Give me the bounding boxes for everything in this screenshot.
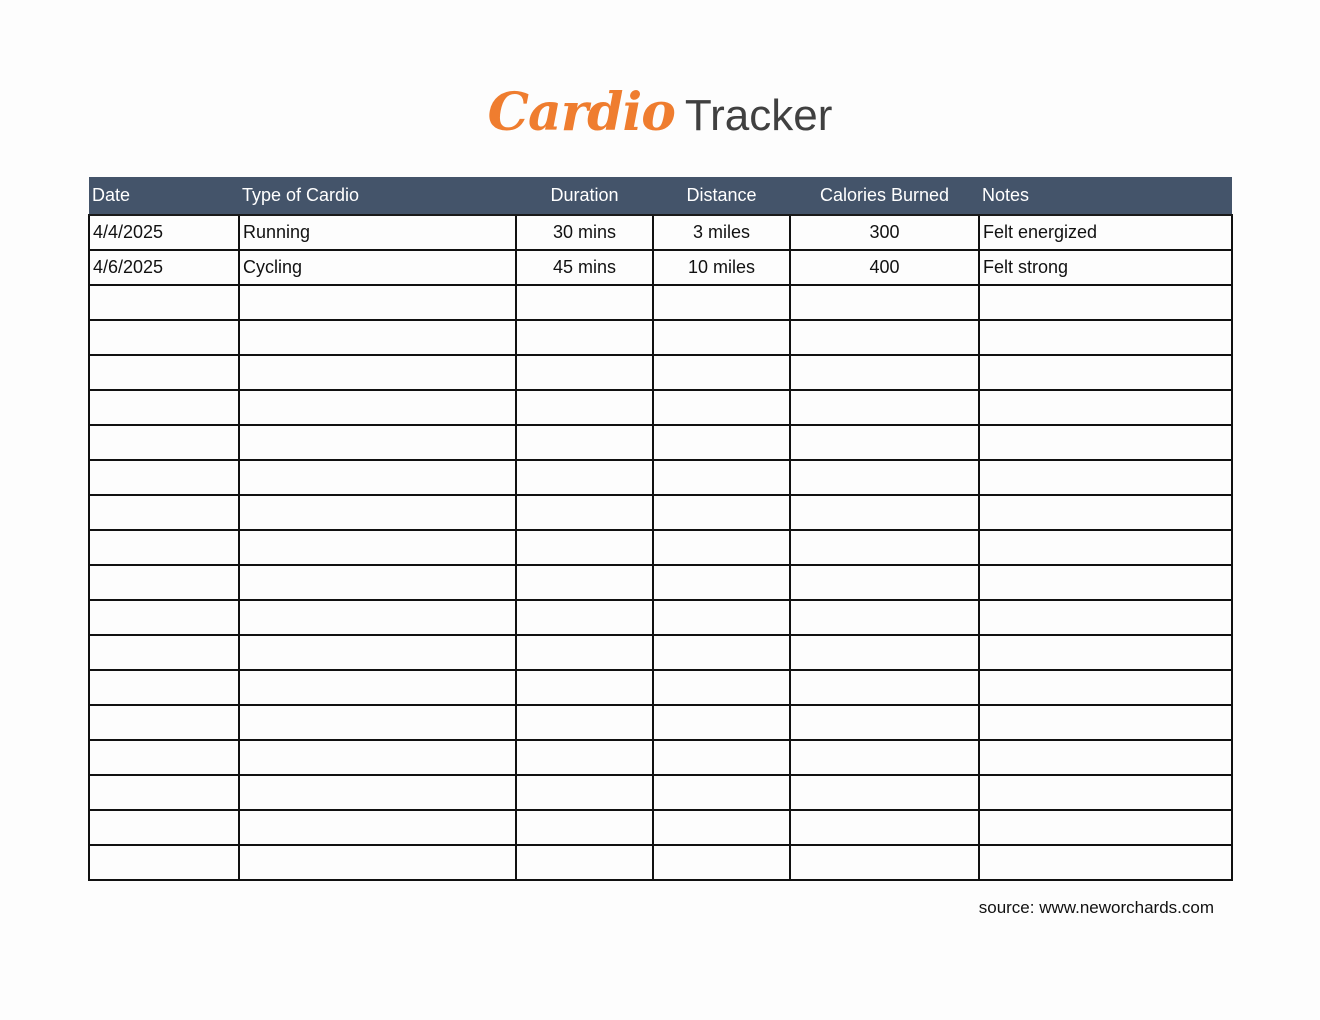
cell-calories[interactable] (790, 740, 979, 775)
cell-notes[interactable] (979, 600, 1232, 635)
cell-date[interactable] (89, 705, 239, 740)
cell-type[interactable] (239, 355, 516, 390)
table-body (89, 215, 1232, 880)
cell-date[interactable] (89, 320, 239, 355)
cell-duration[interactable] (516, 320, 653, 355)
header-calories-burned: Calories Burned (790, 177, 979, 215)
cell-notes[interactable] (979, 705, 1232, 740)
cell-notes[interactable] (979, 355, 1232, 390)
table-row (89, 495, 1232, 530)
cell-distance[interactable]: 10 miles (653, 250, 790, 285)
title-script-word: Cardio (487, 82, 675, 143)
table-row (89, 355, 1232, 390)
cell-calories[interactable]: 300 (790, 215, 979, 250)
table-row (89, 460, 1232, 495)
cell-calories[interactable] (790, 635, 979, 670)
cell-notes[interactable] (979, 740, 1232, 775)
cell-type[interactable] (239, 390, 516, 425)
cell-calories[interactable] (790, 285, 979, 320)
cell-notes[interactable] (979, 670, 1232, 705)
cell-distance[interactable] (653, 425, 790, 460)
cell-type[interactable] (239, 740, 516, 775)
cell-date[interactable]: 4/4/2025 (89, 215, 239, 250)
cell-notes[interactable] (979, 565, 1232, 600)
cell-distance[interactable] (653, 285, 790, 320)
table-row (89, 740, 1232, 775)
cell-notes[interactable] (979, 320, 1232, 355)
cell-type[interactable] (239, 285, 516, 320)
cell-distance[interactable] (653, 600, 790, 635)
cell-type[interactable] (239, 320, 516, 355)
cell-duration[interactable] (516, 530, 653, 565)
cell-date[interactable] (89, 810, 239, 845)
table-row (89, 285, 1232, 320)
cell-distance[interactable] (653, 705, 790, 740)
cell-calories[interactable] (790, 600, 979, 635)
cell-distance[interactable] (653, 320, 790, 355)
cell-distance[interactable] (653, 670, 790, 705)
table-row (89, 775, 1232, 810)
cell-calories[interactable] (790, 460, 979, 495)
cell-date[interactable] (89, 775, 239, 810)
table-row (89, 425, 1232, 460)
cell-date[interactable] (89, 600, 239, 635)
header-duration: Duration (516, 177, 653, 215)
header-notes: Notes (979, 177, 1232, 215)
cell-distance[interactable] (653, 495, 790, 530)
cell-type[interactable] (239, 530, 516, 565)
cell-distance[interactable] (653, 845, 790, 880)
cell-duration[interactable] (516, 495, 653, 530)
cell-notes[interactable]: Felt energized (979, 215, 1232, 250)
cell-type[interactable] (239, 425, 516, 460)
cell-distance[interactable] (653, 565, 790, 600)
cell-notes[interactable] (979, 425, 1232, 460)
title-plain-word: Tracker (684, 91, 833, 140)
cell-date[interactable] (89, 285, 239, 320)
table-row (89, 635, 1232, 670)
table-row (89, 565, 1232, 600)
page-title (0, 82, 1320, 143)
table-row (89, 530, 1232, 565)
cell-duration[interactable]: 30 mins (516, 215, 653, 250)
cell-duration[interactable] (516, 355, 653, 390)
cell-date[interactable]: 4/6/2025 (89, 250, 239, 285)
cell-calories[interactable] (790, 670, 979, 705)
cell-type[interactable] (239, 670, 516, 705)
cell-notes[interactable] (979, 845, 1232, 880)
cell-duration[interactable] (516, 460, 653, 495)
cell-calories[interactable] (790, 425, 979, 460)
table-header-row (89, 177, 1232, 215)
cell-type[interactable] (239, 635, 516, 670)
cell-notes[interactable] (979, 390, 1232, 425)
cell-type[interactable]: Running (239, 215, 516, 250)
cell-date[interactable] (89, 460, 239, 495)
cell-calories[interactable] (790, 530, 979, 565)
cell-duration[interactable] (516, 565, 653, 600)
cell-distance[interactable] (653, 530, 790, 565)
cell-duration[interactable] (516, 740, 653, 775)
cell-duration[interactable]: 45 mins (516, 250, 653, 285)
cell-duration[interactable] (516, 285, 653, 320)
header-distance: Distance (653, 177, 790, 215)
cell-date[interactable] (89, 670, 239, 705)
cell-duration[interactable] (516, 600, 653, 635)
table-row (89, 320, 1232, 355)
cell-type[interactable] (239, 775, 516, 810)
cell-calories[interactable] (790, 355, 979, 390)
header-date: Date (89, 177, 239, 215)
cell-notes[interactable] (979, 810, 1232, 845)
cell-notes[interactable] (979, 460, 1232, 495)
table-row (89, 845, 1232, 880)
cell-duration[interactable] (516, 670, 653, 705)
table-row (89, 250, 1232, 285)
cell-date[interactable] (89, 355, 239, 390)
cell-distance[interactable] (653, 810, 790, 845)
cell-distance[interactable] (653, 740, 790, 775)
table-row (89, 215, 1232, 250)
cell-notes[interactable]: Felt strong (979, 250, 1232, 285)
cell-duration[interactable] (516, 390, 653, 425)
cell-date[interactable] (89, 740, 239, 775)
cell-date[interactable] (89, 495, 239, 530)
cell-date[interactable] (89, 425, 239, 460)
table-row (89, 810, 1232, 845)
cell-type[interactable] (239, 495, 516, 530)
cell-calories[interactable] (790, 495, 979, 530)
cell-calories[interactable] (790, 565, 979, 600)
cell-calories[interactable] (790, 705, 979, 740)
cell-distance[interactable] (653, 460, 790, 495)
cell-date[interactable] (89, 565, 239, 600)
cell-distance[interactable]: 3 miles (653, 215, 790, 250)
cell-calories[interactable] (790, 775, 979, 810)
cell-type[interactable] (239, 600, 516, 635)
cell-duration[interactable] (516, 635, 653, 670)
cell-calories[interactable] (790, 845, 979, 880)
cell-type[interactable] (239, 810, 516, 845)
header-type-of-cardio: Type of Cardio (239, 177, 516, 215)
cardio-tracker-table (88, 177, 1233, 881)
cell-duration[interactable] (516, 775, 653, 810)
cell-calories[interactable]: 400 (790, 250, 979, 285)
cell-type[interactable]: Cycling (239, 250, 516, 285)
cell-distance[interactable] (653, 775, 790, 810)
cell-calories[interactable] (790, 810, 979, 845)
cell-distance[interactable] (653, 355, 790, 390)
cell-type[interactable] (239, 845, 516, 880)
cell-duration[interactable] (516, 705, 653, 740)
cell-duration[interactable] (516, 810, 653, 845)
cell-date[interactable] (89, 530, 239, 565)
cell-notes[interactable] (979, 285, 1232, 320)
cell-distance[interactable] (653, 635, 790, 670)
source-note: source: www.neworchards.com (978, 898, 1214, 917)
table-row (89, 705, 1232, 740)
table-row (89, 390, 1232, 425)
cell-calories[interactable] (790, 390, 979, 425)
cell-type[interactable] (239, 705, 516, 740)
cell-duration[interactable] (516, 845, 653, 880)
cell-type[interactable] (239, 460, 516, 495)
table-row (89, 600, 1232, 635)
cell-notes[interactable] (979, 635, 1232, 670)
cell-date[interactable] (89, 635, 239, 670)
table-row (89, 670, 1232, 705)
cell-notes[interactable] (979, 775, 1232, 810)
cell-notes[interactable] (979, 495, 1232, 530)
cell-date[interactable] (89, 845, 239, 880)
cell-duration[interactable] (516, 425, 653, 460)
cell-date[interactable] (89, 390, 239, 425)
cell-type[interactable] (239, 565, 516, 600)
cell-distance[interactable] (653, 390, 790, 425)
cell-calories[interactable] (790, 320, 979, 355)
cell-notes[interactable] (979, 530, 1232, 565)
